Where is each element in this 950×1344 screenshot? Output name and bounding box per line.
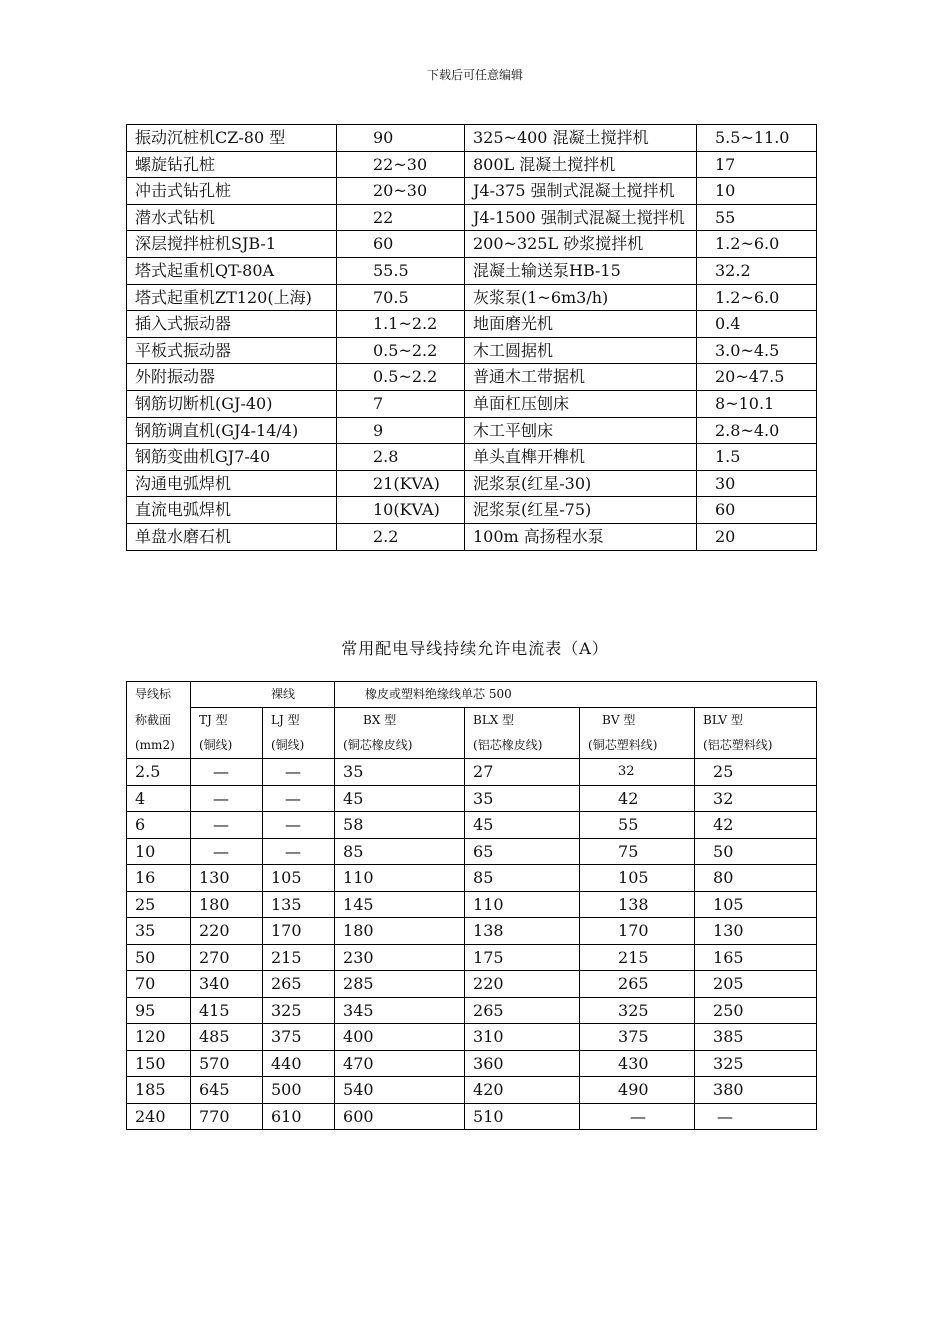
- current-value-cell: 345: [335, 997, 465, 1024]
- current-value-cell: 610: [263, 1103, 335, 1130]
- header-type: TJ 型: [191, 708, 263, 734]
- header-bare-wire: 裸线: [191, 682, 335, 708]
- current-value-cell: 220: [465, 971, 580, 998]
- machine-row: [127, 151, 817, 178]
- machine-name-cell: J4-1500 强制式混凝土搅拌机: [465, 204, 697, 231]
- machine-power-cell: 20~47.5: [697, 364, 817, 391]
- machine-power-cell: 21(KVA): [337, 470, 465, 497]
- machine-row: [127, 178, 817, 205]
- table-row: [127, 812, 817, 839]
- current-value-cell: —: [580, 1103, 695, 1130]
- machine-row: [127, 444, 817, 471]
- table-row: [127, 918, 817, 945]
- machine-power-cell: 30: [697, 470, 817, 497]
- current-value-cell: 325: [263, 997, 335, 1024]
- current-value-cell: —: [191, 759, 263, 786]
- cross-section-cell: 6: [127, 812, 191, 839]
- header-cell: 导线标: [127, 682, 191, 708]
- machine-name-cell: 钢筋变曲机GJ7-40: [127, 444, 337, 471]
- current-value-cell: 645: [191, 1077, 263, 1104]
- current-value-cell: 75: [580, 838, 695, 865]
- current-value-cell: 175: [465, 944, 580, 971]
- machine-row: [127, 284, 817, 311]
- current-value-cell: 138: [580, 891, 695, 918]
- cross-section-cell: 185: [127, 1077, 191, 1104]
- current-value-cell: —: [191, 812, 263, 839]
- current-value-cell: 130: [191, 865, 263, 892]
- machine-power-cell: 0.4: [697, 311, 817, 338]
- machine-power-cell: 1.2~6.0: [697, 231, 817, 258]
- current-value-cell: 25: [695, 759, 817, 786]
- machine-power-cell: 3.0~4.5: [697, 337, 817, 364]
- machine-name-cell: 单面杠压刨床: [465, 390, 697, 417]
- machine-name-cell: 木工平刨床: [465, 417, 697, 444]
- cross-section-cell: 35: [127, 918, 191, 945]
- current-value-cell: 42: [580, 785, 695, 812]
- cross-section-cell: 25: [127, 891, 191, 918]
- header-type: BLV 型: [695, 708, 817, 734]
- machine-row: [127, 523, 817, 550]
- machine-name-cell: 塔式起重机ZT120(上海): [127, 284, 337, 311]
- current-value-cell: 105: [695, 891, 817, 918]
- machine-name-cell: 直流电弧焊机: [127, 497, 337, 524]
- current-value-cell: 310: [465, 1024, 580, 1051]
- machine-power-cell: 1.2~6.0: [697, 284, 817, 311]
- current-value-cell: 35: [335, 759, 465, 786]
- machine-power-cell: 8~10.1: [697, 390, 817, 417]
- table-row: [127, 997, 817, 1024]
- machine-power-cell: 2.8: [337, 444, 465, 471]
- header-material: (铜芯橡皮线): [335, 733, 465, 759]
- current-value-cell: 250: [695, 997, 817, 1024]
- header-type: LJ 型: [263, 708, 335, 734]
- current-value-cell: 360: [465, 1050, 580, 1077]
- current-value-cell: 340: [191, 971, 263, 998]
- machine-power-cell: 20: [697, 523, 817, 550]
- current-value-cell: 600: [335, 1103, 465, 1130]
- machine-power-cell: 2.2: [337, 523, 465, 550]
- machine-name-cell: 沟通电弧焊机: [127, 470, 337, 497]
- table-row: [127, 971, 817, 998]
- current-value-cell: 45: [465, 812, 580, 839]
- machine-power-cell: 90: [337, 125, 465, 152]
- machine-power-cell: 1.1~2.2: [337, 311, 465, 338]
- machine-name-cell: 325~400 混凝土搅拌机: [465, 125, 697, 152]
- current-value-cell: 220: [191, 918, 263, 945]
- machine-name-cell: 泥浆泵(红星-30): [465, 470, 697, 497]
- current-value-cell: —: [263, 812, 335, 839]
- table-row: [127, 1103, 817, 1130]
- current-value-cell: 270: [191, 944, 263, 971]
- current-value-cell: 570: [191, 1050, 263, 1077]
- table-row: [127, 1077, 817, 1104]
- current-value-cell: 58: [335, 812, 465, 839]
- machine-power-cell: 1.5: [697, 444, 817, 471]
- current-value-cell: 325: [695, 1050, 817, 1077]
- machine-power-cell: 55: [697, 204, 817, 231]
- header-material: (铝芯塑料线): [695, 733, 817, 759]
- current-value-cell: —: [191, 785, 263, 812]
- machine-power-cell: 0.5~2.2: [337, 364, 465, 391]
- machine-power-cell: 2.8~4.0: [697, 417, 817, 444]
- current-value-cell: 540: [335, 1077, 465, 1104]
- current-value-cell: 105: [580, 865, 695, 892]
- current-value-cell: 385: [695, 1024, 817, 1051]
- header-type: BV 型: [580, 708, 695, 734]
- machine-power-cell: 0.5~2.2: [337, 337, 465, 364]
- table-row: [127, 785, 817, 812]
- current-value-cell: 375: [263, 1024, 335, 1051]
- current-value-cell: 215: [263, 944, 335, 971]
- current-value-cell: 85: [465, 865, 580, 892]
- current-value-cell: 400: [335, 1024, 465, 1051]
- machine-name-cell: 单头直榫开榫机: [465, 444, 697, 471]
- current-value-cell: 215: [580, 944, 695, 971]
- header-type: BLX 型: [465, 708, 580, 734]
- machine-name-cell: 100m 高扬程水泵: [465, 523, 697, 550]
- current-value-cell: 130: [695, 918, 817, 945]
- current-value-cell: 500: [263, 1077, 335, 1104]
- header-row-2: [127, 708, 817, 734]
- machine-name-cell: 冲击式钻孔桩: [127, 178, 337, 205]
- header-cell: 称截面: [127, 708, 191, 734]
- current-value-cell: 440: [263, 1050, 335, 1077]
- current-value-cell: 265: [465, 997, 580, 1024]
- cross-section-cell: 4: [127, 785, 191, 812]
- header-insulated-wire: 橡皮或塑料绝缘线单芯 500: [335, 682, 817, 708]
- cross-section-cell: 16: [127, 865, 191, 892]
- current-value-cell: 180: [335, 918, 465, 945]
- current-value-cell: 490: [580, 1077, 695, 1104]
- table-row: [127, 759, 817, 786]
- current-value-cell: 470: [335, 1050, 465, 1077]
- machine-row: [127, 311, 817, 338]
- machine-power-cell: 5.5~11.0: [697, 125, 817, 152]
- machine-power-cell: 32.2: [697, 257, 817, 284]
- current-value-cell: 265: [263, 971, 335, 998]
- machine-power-cell: 70.5: [337, 284, 465, 311]
- header-material: (铝芯橡皮线): [465, 733, 580, 759]
- current-value-cell: 32: [580, 759, 695, 786]
- current-value-cell: 485: [191, 1024, 263, 1051]
- current-value-cell: 375: [580, 1024, 695, 1051]
- table-row: [127, 1050, 817, 1077]
- current-value-cell: 105: [263, 865, 335, 892]
- table-row: [127, 891, 817, 918]
- machine-power-cell: 55.5: [337, 257, 465, 284]
- current-value-cell: —: [263, 838, 335, 865]
- wire-current-table: [126, 681, 817, 1130]
- current-value-cell: 380: [695, 1077, 817, 1104]
- machine-name-cell: 单盘水磨石机: [127, 523, 337, 550]
- machine-power-cell: 10(KVA): [337, 497, 465, 524]
- current-value-cell: 145: [335, 891, 465, 918]
- current-value-cell: 135: [263, 891, 335, 918]
- machine-row: [127, 470, 817, 497]
- cross-section-cell: 95: [127, 997, 191, 1024]
- machine-name-cell: 插入式振动器: [127, 311, 337, 338]
- machine-row: [127, 204, 817, 231]
- machine-power-cell: 22~30: [337, 151, 465, 178]
- machine-row: [127, 364, 817, 391]
- current-value-cell: 205: [695, 971, 817, 998]
- machine-name-cell: 潜水式钻机: [127, 204, 337, 231]
- machine-row: [127, 231, 817, 258]
- cross-section-cell: 70: [127, 971, 191, 998]
- current-value-cell: 45: [335, 785, 465, 812]
- current-value-cell: 110: [335, 865, 465, 892]
- machine-name-cell: 钢筋切断机(GJ-40): [127, 390, 337, 417]
- current-value-cell: 430: [580, 1050, 695, 1077]
- machine-power-cell: 20~30: [337, 178, 465, 205]
- current-value-cell: 510: [465, 1103, 580, 1130]
- machine-power-cell: 22: [337, 204, 465, 231]
- machine-name-cell: 塔式起重机QT-80A: [127, 257, 337, 284]
- current-value-cell: 420: [465, 1077, 580, 1104]
- current-value-cell: 230: [335, 944, 465, 971]
- machine-name-cell: 混凝土输送泵HB-15: [465, 257, 697, 284]
- current-value-cell: 180: [191, 891, 263, 918]
- cross-section-cell: 10: [127, 838, 191, 865]
- current-value-cell: 165: [695, 944, 817, 971]
- header-row-1: [127, 682, 817, 708]
- machine-name-cell: J4-375 强制式混凝土搅拌机: [465, 178, 697, 205]
- cross-section-cell: 2.5: [127, 759, 191, 786]
- machine-name-cell: 深层搅拌桩机SJB-1: [127, 231, 337, 258]
- machine-row: [127, 257, 817, 284]
- cross-section-cell: 150: [127, 1050, 191, 1077]
- current-value-cell: 65: [465, 838, 580, 865]
- current-table-title: 常用配电导线持续允许电流表（A）: [341, 639, 609, 658]
- header-cell: (mm2): [127, 733, 191, 759]
- machine-row: [127, 125, 817, 152]
- current-value-cell: 138: [465, 918, 580, 945]
- current-value-cell: 80: [695, 865, 817, 892]
- machine-name-cell: 外附振动器: [127, 364, 337, 391]
- current-value-cell: 32: [695, 785, 817, 812]
- cross-section-cell: 240: [127, 1103, 191, 1130]
- machine-power-cell: 60: [337, 231, 465, 258]
- machine-power-cell: 10: [697, 178, 817, 205]
- current-value-cell: —: [263, 785, 335, 812]
- current-value-cell: —: [695, 1103, 817, 1130]
- machine-power-cell: 17: [697, 151, 817, 178]
- page-header-note: 下载后可任意编辑: [426, 68, 523, 82]
- machine-power-cell: 7: [337, 390, 465, 417]
- machine-name-cell: 地面磨光机: [465, 311, 697, 338]
- table-row: [127, 944, 817, 971]
- machine-name-cell: 钢筋调直机(GJ4-14/4): [127, 417, 337, 444]
- current-value-cell: 770: [191, 1103, 263, 1130]
- current-value-cell: 325: [580, 997, 695, 1024]
- current-value-cell: 265: [580, 971, 695, 998]
- machine-power-cell: 60: [697, 497, 817, 524]
- current-value-cell: 50: [695, 838, 817, 865]
- current-value-cell: —: [263, 759, 335, 786]
- table-row: [127, 865, 817, 892]
- machine-name-cell: 灰浆泵(1~6m3/h): [465, 284, 697, 311]
- machine-name-cell: 振动沉桩机CZ-80 型: [127, 125, 337, 152]
- machine-name-cell: 普通木工带据机: [465, 364, 697, 391]
- machine-name-cell: 平板式振动器: [127, 337, 337, 364]
- current-value-cell: —: [191, 838, 263, 865]
- header-material: (铜线): [263, 733, 335, 759]
- header-row-3: [127, 733, 817, 759]
- current-value-cell: 35: [465, 785, 580, 812]
- table-row: [127, 838, 817, 865]
- header-material: (铜芯塑料线): [580, 733, 695, 759]
- current-value-cell: 27: [465, 759, 580, 786]
- current-value-cell: 42: [695, 812, 817, 839]
- current-value-cell: 85: [335, 838, 465, 865]
- machine-row: [127, 497, 817, 524]
- machine-power-table: [126, 124, 817, 551]
- machine-name-cell: 螺旋钻孔桩: [127, 151, 337, 178]
- current-value-cell: 170: [580, 918, 695, 945]
- machine-name-cell: 800L 混凝土搅拌机: [465, 151, 697, 178]
- cross-section-cell: 120: [127, 1024, 191, 1051]
- machine-name-cell: 木工圆据机: [465, 337, 697, 364]
- current-value-cell: 55: [580, 812, 695, 839]
- current-value-cell: 170: [263, 918, 335, 945]
- machine-row: [127, 390, 817, 417]
- current-value-cell: 110: [465, 891, 580, 918]
- current-value-cell: 285: [335, 971, 465, 998]
- header-material: (铜线): [191, 733, 263, 759]
- machine-name-cell: 泥浆泵(红星-75): [465, 497, 697, 524]
- machine-row: [127, 417, 817, 444]
- table-row: [127, 1024, 817, 1051]
- current-value-cell: 415: [191, 997, 263, 1024]
- header-type: BX 型: [335, 708, 465, 734]
- machine-power-cell: 9: [337, 417, 465, 444]
- machine-name-cell: 200~325L 砂浆搅拌机: [465, 231, 697, 258]
- machine-row: [127, 337, 817, 364]
- cross-section-cell: 50: [127, 944, 191, 971]
